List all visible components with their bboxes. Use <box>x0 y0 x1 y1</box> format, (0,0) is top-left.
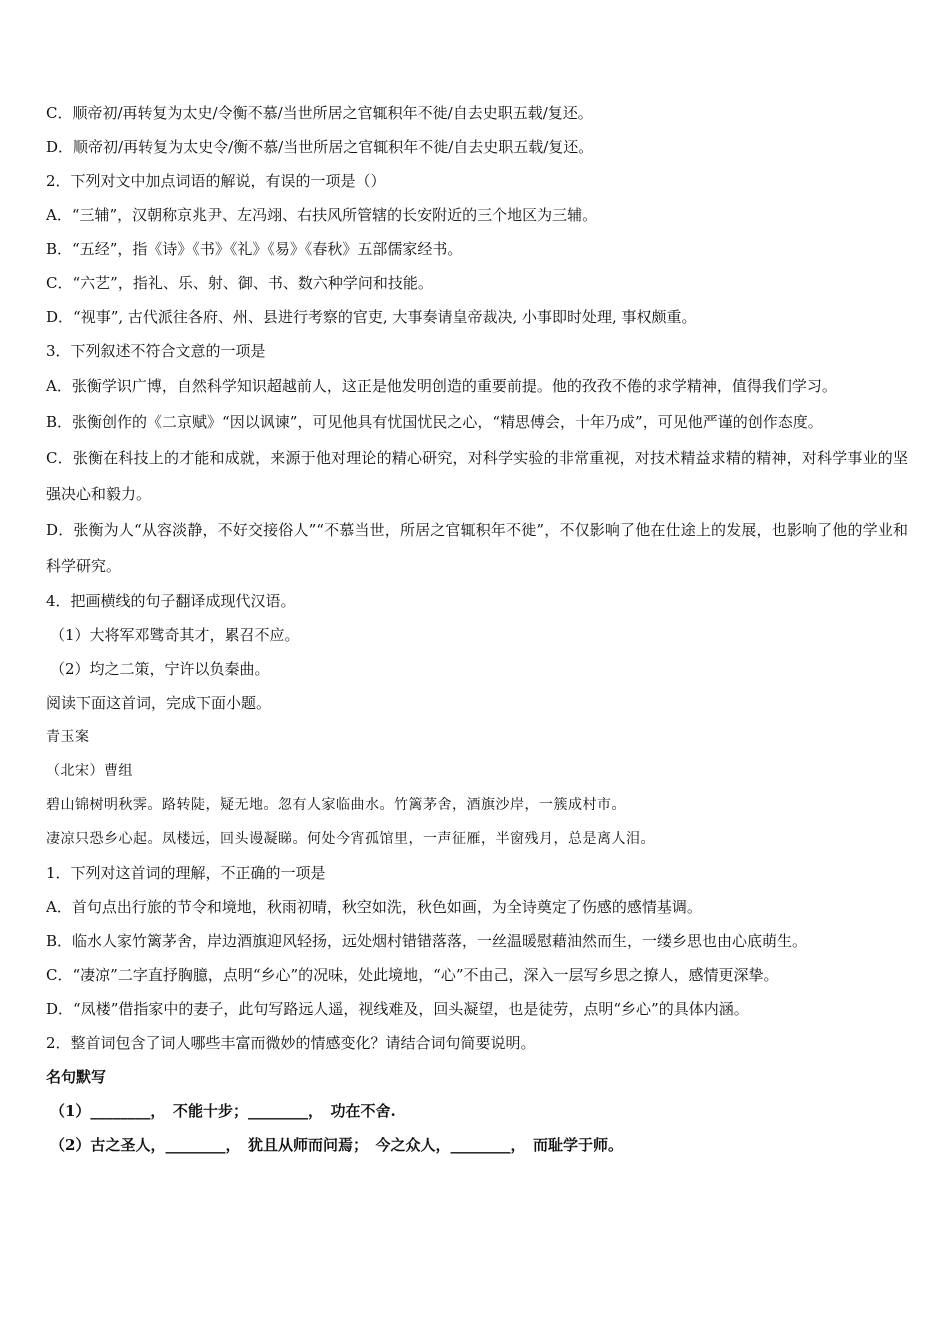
poem-author: （北宋）曹组 <box>46 763 133 779</box>
poem-stanza-2: 凄凉只恐乡心起。凤楼远，回头谩凝睇。何处今宵孤馆里，一声征雁，半窗残月，总是离人泪。 <box>46 831 655 847</box>
recitation-item-1: （1）________， 不能十步；________， 功在不舍. <box>50 1102 396 1120</box>
question-4-item-2: （2）均之二策，宁许以负秦曲。 <box>50 660 270 678</box>
question-3-option-d: D．张衡为人“从容淡静，不好交接俗人”“不慕当世，所居之官辄积年不徙”，不仅影响了他在仕途上的发展，也影响了他的学业和科学研究。 <box>46 521 908 575</box>
question-4-stem: 4．把画横线的句子翻译成现代汉语。 <box>46 592 296 610</box>
poem-question-1-option-b: B．临水人家竹篱茅舍，岸边酒旗迎风轻扬，远处烟村错错落落，一丝温暖慰藉油然而生，一缕乡思也由心底萌生。 <box>46 932 808 950</box>
question-3-option-b: B．张衡创作的《二京赋》“因以讽谏”，可见他具有忧国忧民之心，“精思傅会，十年乃成”，可见他严谨的创作态度。 <box>46 413 823 431</box>
poem-question-2-stem: 2．整首词包含了词人哪些丰富而微妙的情感变化？请结合词句简要说明。 <box>46 1034 536 1052</box>
question-2-option-c: C．“六艺”，指礼、乐、射、御、书、数六种学问和技能。 <box>46 274 433 292</box>
poem-question-1-option-a: A．首句点出行旅的节令和境地，秋雨初晴，秋空如洗，秋色如画，为全诗奠定了伤感的感情基调。 <box>46 898 702 916</box>
question-2-option-b: B．“五经”，指《诗》《书》《礼》《易》《春秋》五部儒家经书。 <box>46 240 463 258</box>
recitation-item-2: （2）古之圣人，________， 犹且从师而问焉； 今之众人，________， 而耻学于师。 <box>50 1136 623 1154</box>
question-2-option-d: D．“视事”, 古代派往各府、州、县进行考察的官吏, 大事奏请皇帝裁决, 小事即时处理, 事权颇重。 <box>46 308 697 326</box>
poem-question-1-stem: 1．下列对这首词的理解，不正确的一项是 <box>46 864 326 882</box>
poem-question-1-option-c: C．“凄凉”二字直抒胸臆，点明“乡心”的况味，处此境地，“心”不由己，深入一层写乡思之撩人，感情更深挚。 <box>46 966 779 984</box>
poem-question-1-option-d: D．“凤楼”借指家中的妻子，此句写路远人遥，视线难及，回头凝望，也是徒劳，点明“乡心”的具体内涵。 <box>46 1000 749 1018</box>
question-3-option-c: C．张衡在科技上的才能和成就，来源于他对理论的精心研究，对科学实验的非常重视，对技术精益求精的精神，对科学事业的坚强决心和毅力。 <box>46 449 908 503</box>
question-4-item-1: （1）大将军邓骘奇其才，累召不应。 <box>50 626 300 644</box>
poem-title: 青玉案 <box>46 729 90 745</box>
option-3d-line: D．顺帝初/再转复为太史令/衡不慕/当世所居之官辄积年不徙/自去史职五载/复还。 <box>46 138 594 156</box>
question-2-stem: 2．下列对文中加点词语的解说，有误的一项是（） <box>46 172 386 190</box>
poem-stanza-1: 碧山锦树明秋霁。路转陡，疑无地。忽有人家临曲水。竹篱茅舍，酒旗沙岸，一簇成村市。 <box>46 797 626 813</box>
poem-instruction: 阅读下面这首词，完成下面小题。 <box>46 694 272 712</box>
question-2-option-a: A．“三辅”，汉朝称京兆尹、左冯翊、右扶风所管辖的长安附近的三个地区为三辅。 <box>46 206 598 224</box>
document-page <box>46 96 908 1162</box>
section-heading-recitation: 名句默写 <box>46 1068 107 1086</box>
question-3-stem: 3．下列叙述不符合文意的一项是 <box>46 342 266 360</box>
question-3-option-a: A．张衡学识广博，自然科学知识超越前人，这正是他发明创造的重要前提。他的孜孜不倦的求学精神，值得我们学习。 <box>46 377 837 395</box>
option-3c-line: C．顺帝初/再转复为太史/令衡不慕/当世所居之官辄积年不徙/自去史职五载/复还。 <box>46 104 593 122</box>
